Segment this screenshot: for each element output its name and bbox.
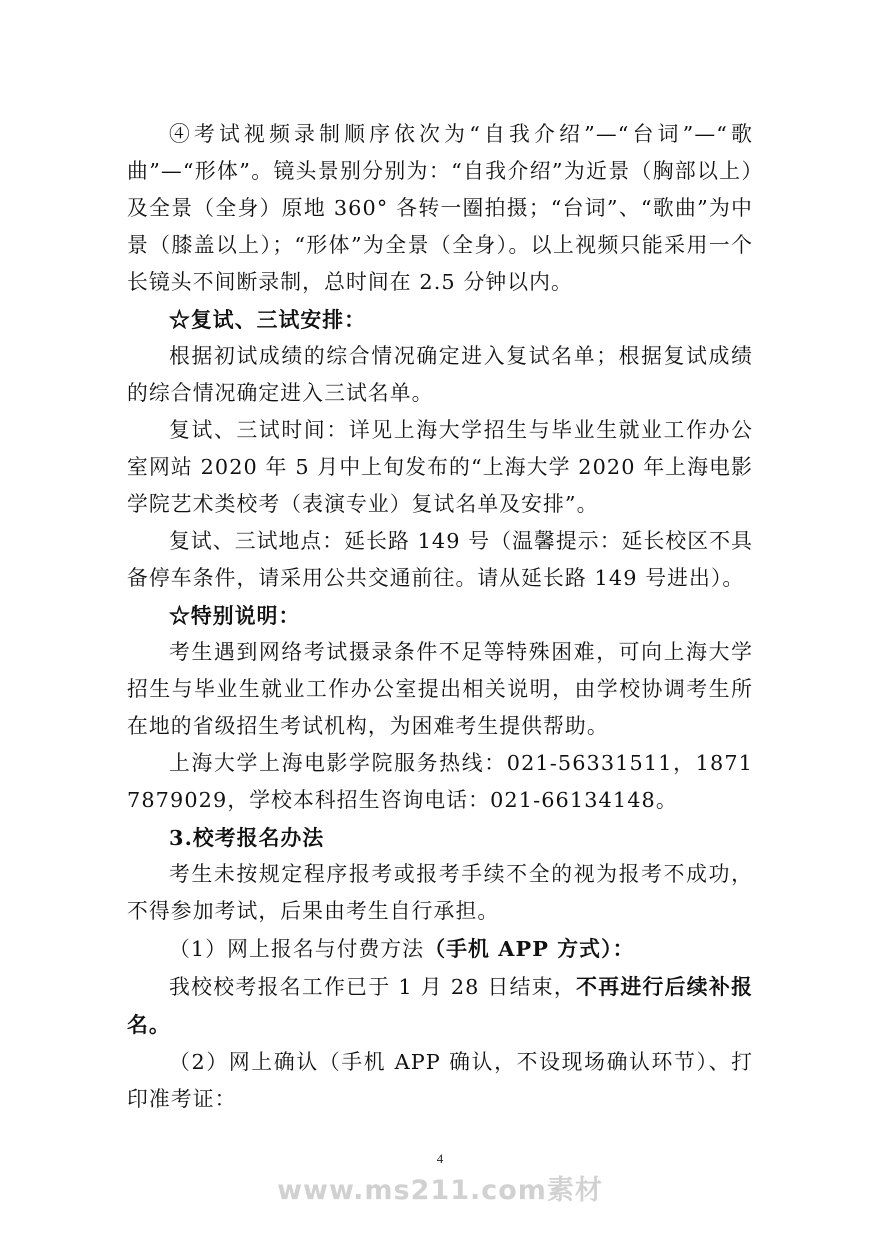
paragraph-online-registration [127, 930, 753, 968]
heading-registration-method: 3.校考报名办法 [169, 825, 325, 850]
paragraph-special-difficulty: 考生遇到网络考试摄录条件不足等特殊困难，可向上海大学招生与毕业生就业工作办公室提出相关说明，由学校协调考生所在地的省级招生考试机构，为困难考生提供帮助。 [127, 640, 753, 738]
page-number: 4 [436, 1151, 444, 1166]
watermark-logo: www.ms211.com素材 [277, 1175, 603, 1206]
registration-ended-date: 我校校考报名工作已于 1 月 28 日结束， [169, 975, 577, 999]
paragraph-service-hotline: 上海大学上海电影学院服务热线：021-56331511，18717879029，学校本科招生咨询电话：021-66134148。 [127, 751, 753, 812]
document-body [127, 116, 753, 1118]
online-registration-mobile-app: （手机 APP 方式）： [424, 936, 635, 961]
paragraph-retest-location: 复试、三试地点：延长路 149 号（温馨提示：延长校区不具备停车条件，请采用公共交通前往。请从延长路 149 号进出）。 [127, 529, 753, 590]
paragraph-retest-list: 根据初试成绩的综合情况确定进入复试名单；根据复试成绩的综合情况确定进入三试名单。 [127, 344, 753, 405]
online-registration-label: （1）网上报名与付费方法 [169, 937, 425, 961]
paragraph-online-confirmation: （2）网上确认（手机 APP 确认，不设现场确认环节）、打印准考证： [127, 1050, 753, 1111]
paragraph-registration-closed [127, 968, 753, 1044]
paragraph-video-recording-order: ④考试视频录制顺序依次为“自我介绍”—“台词”—“歌曲”—“形体”。镜头景别分别为：“自我介绍”为近景（胸部以上）及全景（全身）原地 360° 各转一圈拍摄；“台词”、“歌曲”为中景（膝盖以上）；“形体”为全景（全身）。以上视频只能采用一个长镜头不间断录制，总时间在 2.5 分钟以内。 [127, 122, 753, 294]
no-supplementary-registration: 不再进行后续补报名。 [127, 974, 753, 1037]
paragraph-registration-failure: 考生未按规定程序报考或报考手续不全的视为报考不成功，不得参加考试，后果由考生自行承担。 [127, 862, 753, 923]
heading-special-notice: ☆特别说明： [169, 603, 301, 628]
paragraph-retest-time: 复试、三试时间：详见上海大学招生与毕业生就业工作办公室网站 2020 年 5 月中上旬发布的“上海大学 2020 年上海电影学院艺术类校考（表演专业）复试名单及安排”。 [127, 418, 753, 516]
heading-retest-arrangement: ☆复试、三试安排： [169, 307, 367, 332]
